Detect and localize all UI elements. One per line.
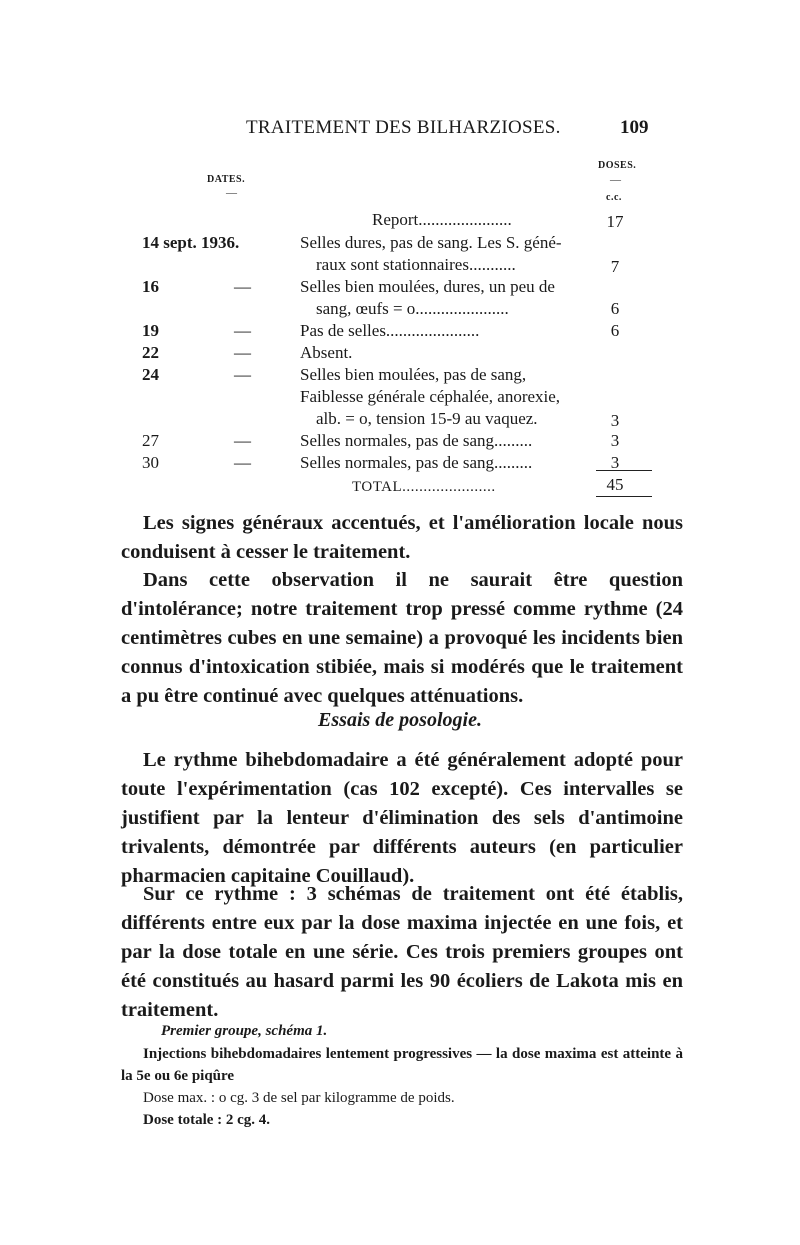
group-line-injections: Injections bihebdomadaires lentement progressives — la dose maxima est atteinte à la 5e ou 6e piqûre bbox=[121, 1046, 683, 1084]
row-month-dash: — bbox=[234, 453, 251, 472]
row-dose: 3 bbox=[610, 453, 620, 472]
row-date: 30 bbox=[142, 453, 159, 472]
dose-table bbox=[0, 0, 800, 500]
row-desc-line: alb. = o, tension 15-9 au vaquez. bbox=[316, 409, 538, 428]
row-desc-line: Selles normales, pas de sang......... bbox=[300, 453, 533, 472]
row-month-dash: — bbox=[234, 321, 251, 340]
row-desc-line: Selles bien moulées, dures, un peu de bbox=[300, 277, 555, 296]
row-date: 22 bbox=[142, 343, 159, 362]
paragraph-schemas: Sur ce rythme : 3 schémas de traitement ont été établis, différents entre eux par la dose maxima injectée en une fois, et par la dose totale en une série. Ces trois premiers groupes ont été constitués au hasard parmi les 90 écoliers de Lakota mis en traitement. bbox=[121, 883, 683, 1021]
section-title: Essais de posologie. bbox=[318, 709, 482, 731]
row-dose: 6 bbox=[610, 321, 620, 340]
row-dose: 3 bbox=[610, 411, 620, 430]
row-desc-line: Selles bien moulées, pas de sang, bbox=[300, 365, 527, 384]
row-desc-line: Absent. bbox=[300, 343, 353, 362]
unit-label: c.c. bbox=[606, 192, 622, 203]
row-desc-line: sang, œufs = o...................... bbox=[316, 299, 509, 318]
row-desc-line: raux sont stationnaires........... bbox=[316, 255, 516, 274]
row-date: 16 bbox=[142, 277, 159, 296]
total-dose: 45 bbox=[606, 475, 624, 494]
paragraph-conclusion: Les signes généraux accentués, et l'amélioration locale nous conduisent à cesser le traitement. bbox=[121, 512, 683, 563]
row-month-dash: — bbox=[234, 343, 251, 362]
row-month-dash: — bbox=[234, 365, 251, 384]
group-line-dose-max: Dose max. : o cg. 3 de sel par kilogramme de poids. bbox=[143, 1090, 455, 1106]
row-date: 27 bbox=[142, 431, 159, 450]
row-dose: 3 bbox=[610, 431, 620, 450]
total-label: TOTAL...................... bbox=[352, 479, 496, 495]
paragraph-intolerance: Dans cette observation il ne saurait être question d'intolérance; notre traitement trop pressé comme rythme (24 centimètres cubes en une semaine) a provoqué les incidents bien connus d'intoxication stibiée, mais si modérés que le traitement a pu être continué avec quelques atténuations. bbox=[121, 569, 683, 707]
row-desc-line: Faiblesse générale céphalée, anorexie, bbox=[300, 387, 561, 406]
total-underline bbox=[596, 496, 652, 497]
total-rule bbox=[596, 470, 652, 471]
running-title: TRAITEMENT DES BILHARZIOSES. bbox=[246, 117, 561, 138]
paragraph-rhythm: Le rythme bihebdomadaire a été généralement adopté pour toute l'expérimentation (cas 102 excepté). Ces intervalles se justifient par la lenteur d'élimination des sels d'antimoine trivalents, démontrée par différents auteurs (en particulier pharmacien capitaine Couillaud). bbox=[121, 749, 683, 887]
group-line-dose-total: Dose totale : 2 cg. 4. bbox=[143, 1112, 271, 1128]
row-desc-line: Selles dures, pas de sang. Les S. géné- bbox=[300, 233, 562, 252]
doses-dash: — bbox=[610, 174, 621, 186]
row-dose: 6 bbox=[610, 299, 620, 318]
row-desc-line: Pas de selles...................... bbox=[300, 321, 480, 340]
group-title-text: Premier groupe, schéma 1. bbox=[161, 1023, 328, 1039]
report-dose: 17 bbox=[606, 212, 624, 231]
report-label: Report...................... bbox=[372, 210, 512, 229]
doses-column-label: DOSES. bbox=[598, 160, 637, 171]
row-month-dash: — bbox=[234, 277, 251, 296]
group-title bbox=[121, 1020, 683, 1042]
row-date: 14 sept. 1936. bbox=[142, 233, 240, 252]
row-desc-line: Selles normales, pas de sang......... bbox=[300, 431, 533, 450]
row-date: 19 bbox=[142, 321, 159, 340]
row-date: 24 bbox=[142, 365, 159, 384]
row-month-dash: — bbox=[234, 431, 251, 450]
page-number: 109 bbox=[620, 117, 649, 138]
row-dose: 7 bbox=[610, 257, 620, 276]
dates-column-label: DATES. bbox=[207, 174, 246, 185]
dates-dash: — bbox=[226, 187, 237, 199]
